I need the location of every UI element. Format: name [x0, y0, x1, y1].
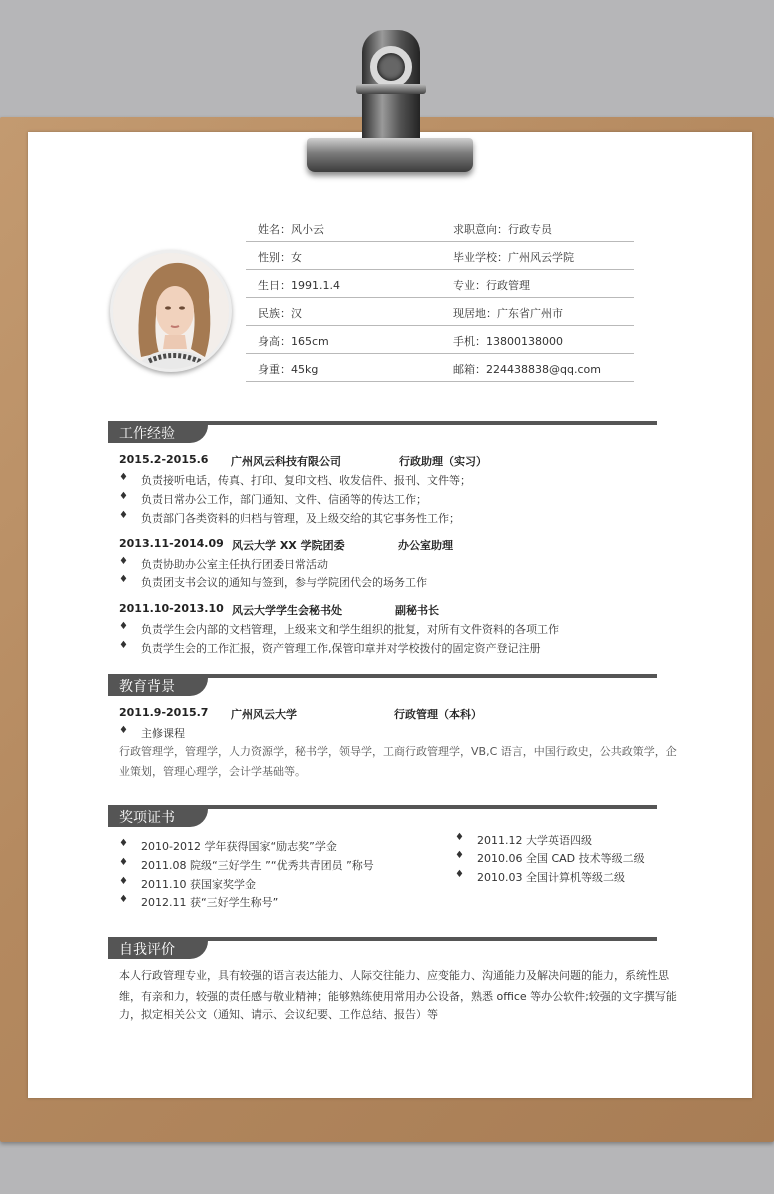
section-title: 工作经验: [108, 421, 208, 443]
bullet-icon: ♦: [455, 869, 464, 880]
bullet-icon: ♦: [119, 876, 128, 887]
bullet-icon: ♦: [119, 725, 128, 736]
course-list: 行政管理学，管理学，人力资源学，秘书学，领导学，工商行政管理学，VB,C 语言，中国行政史，公共政策学，企: [119, 745, 677, 758]
section-education-header: [108, 674, 658, 694]
info-row: [246, 214, 634, 242]
info-row: [246, 298, 634, 326]
bullet-icon: ♦: [119, 857, 128, 868]
info-row: [246, 326, 634, 354]
section-title: 自我评价: [108, 937, 208, 959]
info-phone: 手机：13800138000: [453, 335, 563, 348]
bullet-icon: ♦: [119, 491, 128, 502]
bullet-icon: ♦: [119, 574, 128, 585]
bullet-icon: ♦: [119, 510, 128, 521]
bullet-icon: ♦: [119, 640, 128, 651]
course-list: 业策划，管理心理学，会计学基础等。: [119, 765, 306, 778]
section-title: 教育背景: [108, 674, 208, 696]
job-org: 风云大学学生会秘书处: [232, 604, 342, 617]
job-date: 2013.11-2014.09: [119, 537, 224, 550]
info-school: 毕业学校：广州风云学院: [453, 251, 574, 264]
info-row: [246, 242, 634, 270]
binder-clip-hinge: [356, 84, 426, 94]
info-ethnicity: 民族：汉: [258, 307, 302, 320]
info-job-target: 求职意向：行政专员: [453, 223, 552, 236]
binder-clip-base: [307, 138, 473, 172]
bullet-icon: ♦: [119, 838, 128, 849]
section-awards-header: [108, 805, 658, 825]
info-email: 邮箱：224438838@qq.com: [453, 363, 601, 376]
section-title: 奖项证书: [108, 805, 208, 827]
self-eval-line: 力，拟定相关公文（通知、请示、会议纪要、工作总结、报告）等: [119, 1008, 438, 1021]
education-header: [119, 706, 482, 721]
edu-major: 行政管理（本科）: [394, 708, 482, 721]
info-major: 专业：行政管理: [453, 279, 530, 292]
job-org: 风云大学 XX 学院团委: [232, 539, 345, 552]
job-header: [119, 453, 487, 468]
job-role: 办公室助理: [398, 539, 453, 552]
self-eval-line: 本人行政管理专业，具有较强的语言表达能力、人际交往能力、应变能力、沟通能力及解决问题的能力，系统性思: [119, 969, 669, 982]
section-self-header: [108, 937, 658, 957]
job-role: 行政助理（实习）: [399, 455, 487, 468]
bullet-icon: ♦: [119, 556, 128, 567]
section-work-header: [108, 421, 658, 441]
info-row: [246, 354, 634, 382]
bullet-icon: ♦: [455, 832, 464, 843]
edu-date: 2011.9-2015.7: [119, 706, 209, 719]
info-name: 姓名：风小云: [258, 223, 324, 236]
bullet-icon: ♦: [119, 894, 128, 905]
bullet-icon: ♦: [119, 472, 128, 483]
job-header: [119, 602, 439, 617]
binder-clip-ring: [370, 46, 412, 88]
info-residence: 现居地：广东省广州市: [453, 307, 563, 320]
profile-photo: [110, 250, 232, 372]
info-gender: 性别：女: [258, 251, 302, 264]
info-row: [246, 270, 634, 298]
job-header: [119, 537, 453, 552]
job-org: 广州风云科技有限公司: [231, 455, 341, 468]
bullet-icon: ♦: [455, 850, 464, 861]
info-weight: 身重：45kg: [258, 363, 319, 376]
info-birthday: 生日：1991.1.4: [258, 279, 340, 292]
self-eval-line: 维，有亲和力，较强的责任感与敬业精神；能够熟练使用常用办公设备，熟悉 office 等办公软件;较强的文字撰写能: [119, 990, 677, 1003]
job-date: 2011.10-2013.10: [119, 602, 224, 615]
info-height: 身高：165cm: [258, 335, 329, 348]
job-date: 2015.2-2015.6: [119, 453, 209, 466]
job-role: 副秘书长: [395, 604, 439, 617]
bullet-icon: ♦: [119, 621, 128, 632]
edu-school: 广州风云大学: [231, 708, 297, 721]
